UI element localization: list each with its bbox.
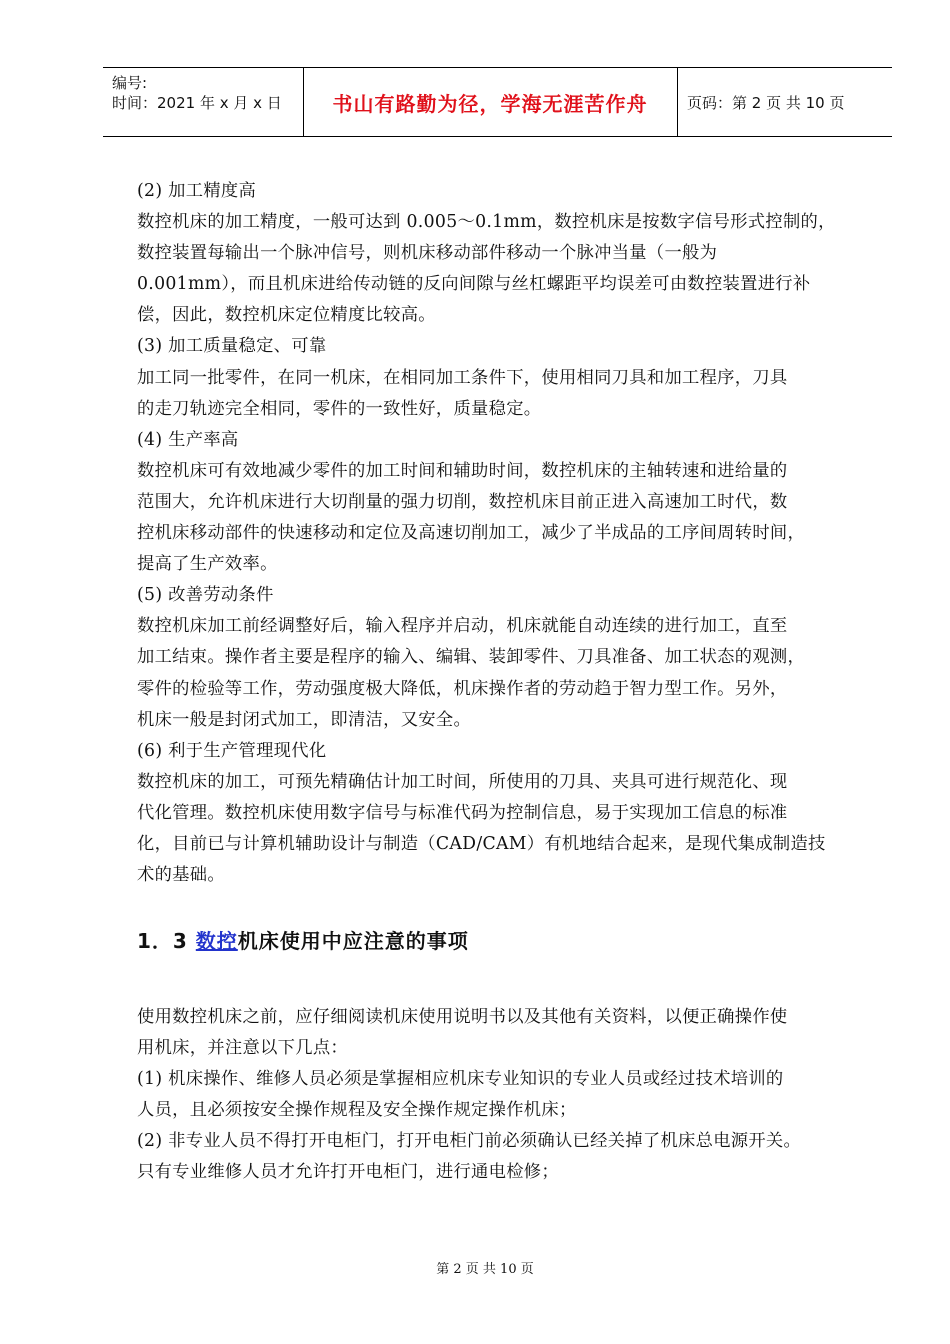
text-line: 人员，且必须按安全操作规程及安全操作规定操作机床； <box>137 1100 577 1121</box>
section-number: 1．3 <box>137 929 196 953</box>
text-line: 用机床，并注意以下几点： <box>137 1038 348 1059</box>
text-line: 的走刀轨迹完全相同，零件的一致性好，质量稳定。 <box>137 398 542 419</box>
section-link[interactable]: 数控 <box>195 929 238 953</box>
text-line: (5) 改善劳动条件 <box>137 585 274 606</box>
text-line: 提高了生产效率。 <box>137 554 278 575</box>
text-line: 范围大，允许机床进行大切削量的强力切削，数控机床目前正进入高速加工时代，数 <box>137 491 788 512</box>
header-motto-cell <box>303 68 678 136</box>
text-line: 数控装置每输出一个脉冲信号，则机床移动部件移动一个脉冲当量（一般为 <box>137 243 718 264</box>
text-line: 只有专业维修人员才允许打开电柜门，进行通电检修； <box>137 1162 559 1183</box>
text-line: 偿，因此，数控机床定位精度比较高。 <box>137 305 436 326</box>
header-page-cell <box>677 68 892 136</box>
page-header <box>103 67 892 137</box>
text-line: 化，目前已与计算机辅助设计与制造（CAD/CAM）有机地结合起来，是现代集成制造技 <box>137 833 826 854</box>
text-line: 加工同一批零件，在同一机床，在相同加工条件下，使用相同刀具和加工程序，刀具 <box>137 367 788 388</box>
text-line: 加工结束。操作者主要是程序的输入、编辑、装卸零件、刀具准备、加工状态的观测， <box>137 647 806 668</box>
document-number-label: 编号: <box>112 74 148 92</box>
text-line: (3) 加工质量稳定、可靠 <box>137 336 327 357</box>
body-text-part-2 <box>137 1002 857 1189</box>
text-line: (6) 利于生产管理现代化 <box>137 740 327 761</box>
section-title-text: 机床使用中应注意的事项 <box>237 929 469 953</box>
page-footer: 第 2 页 共 10 页 <box>436 1262 534 1277</box>
document-date-label: 时间：2021 年 x 月 x 日 <box>112 94 282 112</box>
text-line: 使用数控机床之前，应仔细阅读机床使用说明书以及其他有关资料，以便正确操作使 <box>137 1007 788 1027</box>
text-line: 数控机床的加工精度，一般可达到 0.005～0.1mm，数控机床是按数字信号形式控制的， <box>137 212 836 233</box>
text-line: 数控机床可有效地减少零件的加工时间和辅助时间，数控机床的主轴转速和进给量的 <box>137 460 788 481</box>
text-line: (1) 机床操作、维修人员必须是掌握相应机床专业知识的专业人员或经过技术培训的 <box>137 1069 784 1090</box>
text-line: 0.001mm），而且机床进给传动链的反向间隙与丝杠螺距平均误差可由数控装置进行补 <box>137 274 811 295</box>
text-line: 代化管理。数控机床使用数字信号与标准代码为控制信息，易于实现加工信息的标准 <box>137 802 788 823</box>
text-line: (4) 生产率高 <box>137 429 239 450</box>
text-line: 控机床移动部件的快速移动和定位及高速切削加工，减少了半成品的工序间周转时间， <box>137 523 806 544</box>
header-motto: 书山有路勤为径，学海无涯苦作舟 <box>332 91 648 116</box>
header-page-info: 页码：第 2 页 共 10 页 <box>687 93 845 112</box>
text-line: (2) 非专业人员不得打开电柜门，打开电柜门前必须确认已经关掉了机床总电源开关。 <box>137 1131 802 1152</box>
text-line: 零件的检验等工作，劳动强度极大降低，机床操作者的劳动趋于智力型工作。另外， <box>137 678 788 699</box>
text-line: 数控机床加工前经调整好后，输入程序并启动，机床就能自动连续的进行加工，直至 <box>137 616 788 637</box>
text-line: 数控机床的加工，可预先精确估计加工时间，所使用的刀具、夹具可进行规范化、现 <box>137 771 788 792</box>
text-line: 机床一般是封闭式加工，即清洁，又安全。 <box>137 709 472 730</box>
body-text-part-1 <box>137 176 857 891</box>
text-line: 术的基础。 <box>137 865 225 886</box>
header-meta-cell <box>103 68 304 136</box>
text-line: (2) 加工精度高 <box>137 181 257 201</box>
section-heading <box>137 925 469 954</box>
